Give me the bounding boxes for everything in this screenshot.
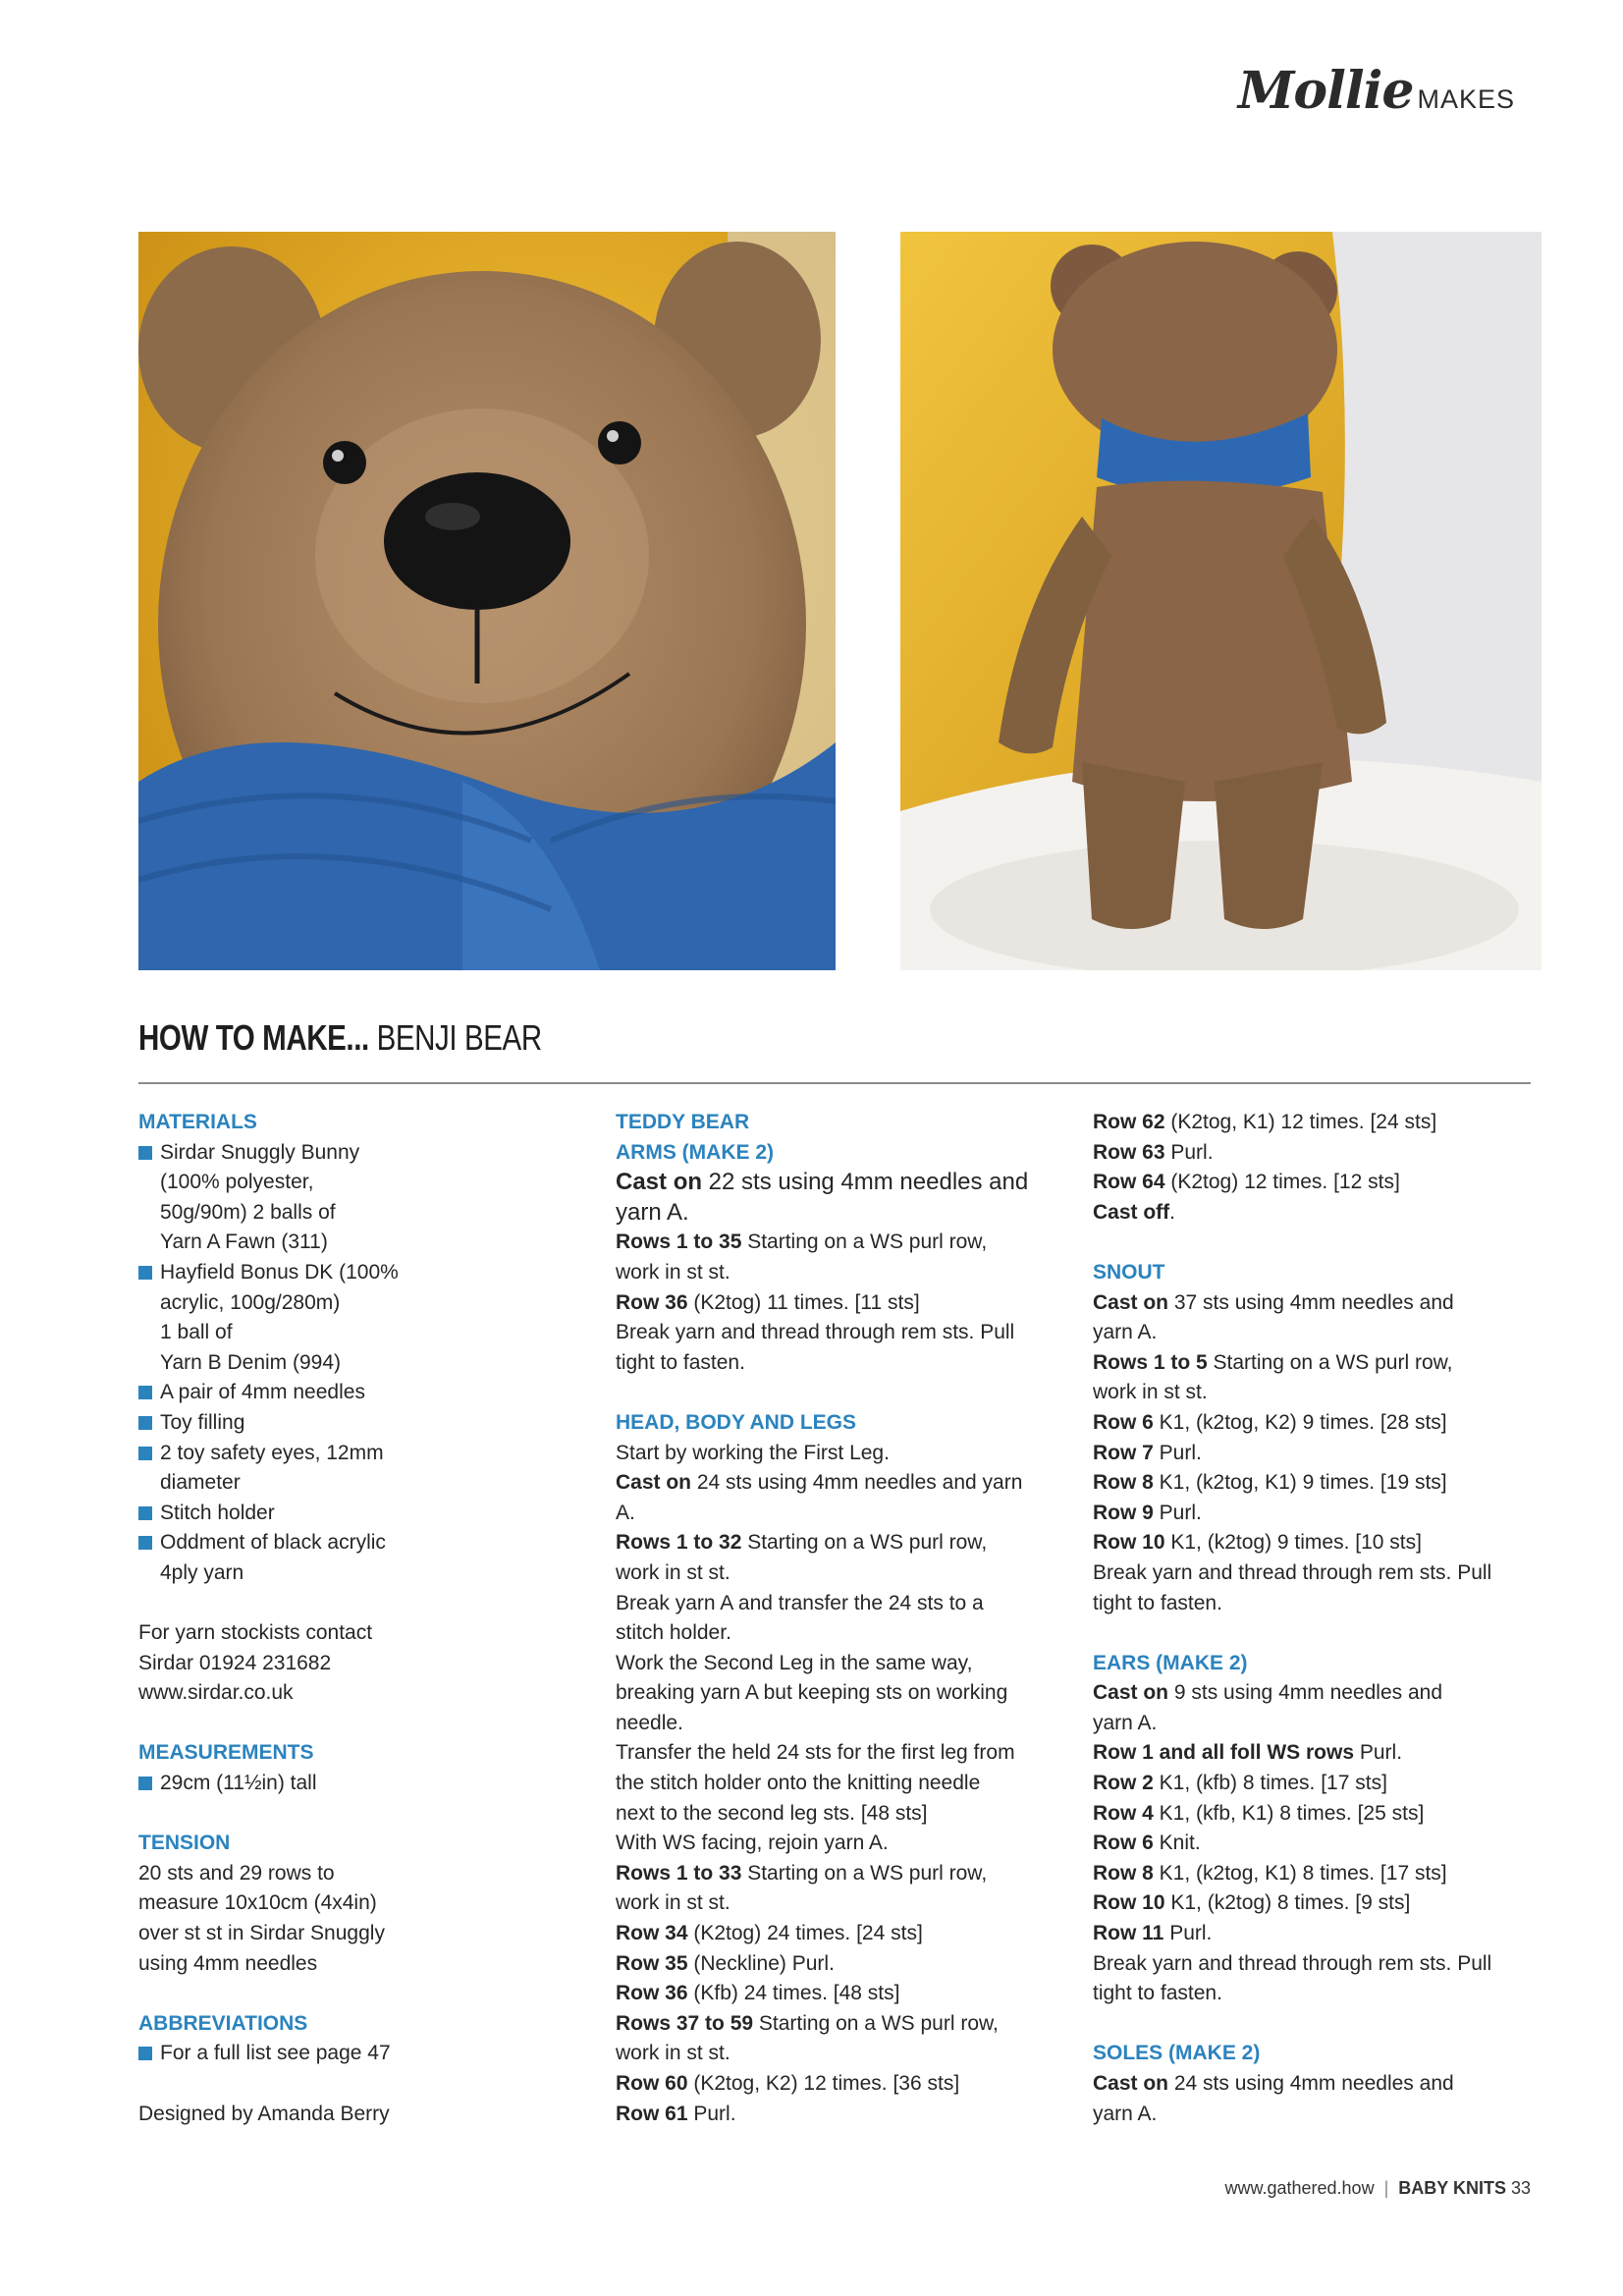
instruction-row xyxy=(616,1859,1067,1889)
instruction-step: Cast on xyxy=(1093,2072,1169,2095)
instruction-step: Row 8 xyxy=(1093,1861,1154,1885)
instruction-row xyxy=(616,1678,1067,1709)
material-line: Stitch holder xyxy=(160,1501,275,1524)
page-heading xyxy=(138,1017,542,1059)
instruction-text: Starting on a WS purl row, xyxy=(741,1531,988,1555)
instruction-step: Row 6 xyxy=(1093,1410,1154,1434)
instruction-row xyxy=(1093,1589,1544,1619)
bear-back-illustration xyxy=(900,232,1542,970)
instruction-text: the stitch holder onto the knitting needle xyxy=(616,1772,981,1795)
instruction-text: tight to fasten. xyxy=(1093,1982,1222,2005)
instruction-text: K1, (k2tog, K2) 9 times. [28 sts] xyxy=(1153,1410,1447,1434)
masthead-logo xyxy=(1238,61,1515,121)
instruction-row xyxy=(616,1769,1067,1799)
instruction-text: Purl. xyxy=(1354,1741,1403,1765)
abbreviations-heading: ABBREVIATIONS xyxy=(138,2011,308,2035)
instruction-row xyxy=(616,1738,1067,1769)
instruction-step: Cast on xyxy=(616,1169,703,1196)
photo-bear-face xyxy=(138,232,836,970)
instruction-row xyxy=(616,1288,1067,1319)
instruction-text: work in st st. xyxy=(616,1560,730,1584)
instruction-step: Row 61 xyxy=(616,2102,688,2125)
instruction-row xyxy=(616,1618,1067,1649)
instruction-row xyxy=(616,1528,1067,1558)
ears-heading: EARS (MAKE 2) xyxy=(1093,1651,1248,1674)
instruction-row xyxy=(1093,1979,1544,2009)
instruction-row xyxy=(1093,1288,1544,1319)
heading-bold: HOW TO MAKE... xyxy=(138,1017,369,1058)
instruction-row xyxy=(1093,1558,1544,1589)
material-item xyxy=(138,1439,433,1499)
instruction-row xyxy=(616,2009,1067,2040)
instruction-step: Row 64 xyxy=(1093,1171,1165,1194)
stockists-text xyxy=(138,1618,433,1709)
instruction-row xyxy=(1093,1499,1544,1529)
snout-instructions xyxy=(1093,1288,1544,1619)
tension-line: measure 10x10cm (4x4in) xyxy=(138,1891,377,1915)
instruction-row xyxy=(616,2039,1067,2069)
instruction-text: Starting on a WS purl row, xyxy=(741,1861,988,1885)
instruction-row xyxy=(1093,1378,1544,1408)
instruction-row xyxy=(1093,1709,1544,1739)
instruction-row xyxy=(616,1829,1067,1859)
instruction-text: Purl. xyxy=(687,2102,736,2125)
instruction-text: Start by working the First Leg. xyxy=(616,1441,890,1464)
head-continued-instructions xyxy=(1093,1108,1544,1228)
instruction-row xyxy=(616,1949,1067,1980)
instruction-row xyxy=(616,1258,1067,1288)
instruction-text: Break yarn and thread through rem sts. Pull xyxy=(616,1321,1015,1344)
materials-heading: MATERIALS xyxy=(138,1111,257,1133)
material-item xyxy=(138,1258,433,1378)
instruction-row xyxy=(1093,2069,1544,2100)
instruction-text: K1, (k2tog, K1) 9 times. [19 sts] xyxy=(1153,1471,1447,1495)
material-item xyxy=(138,1528,433,1588)
material-line: Yarn A Fawn (311) xyxy=(160,1230,328,1254)
instruction-text: (K2tog) 11 times. [11 sts] xyxy=(687,1290,920,1314)
column-teddy-bear xyxy=(616,1108,1067,2129)
instruction-row xyxy=(1093,1769,1544,1799)
material-line: Oddment of black acrylic xyxy=(160,1531,386,1555)
instruction-step: Row 1 and all foll WS rows xyxy=(1093,1741,1355,1765)
instruction-step: Row 2 xyxy=(1093,1772,1154,1795)
instruction-text: Break yarn and thread through rem sts. Pull xyxy=(1093,1560,1492,1584)
instruction-text: Break yarn A and transfer the 24 sts to a xyxy=(616,1591,984,1614)
instruction-row xyxy=(616,1499,1067,1529)
arms-heading: ARMS (MAKE 2) xyxy=(616,1140,774,1164)
logo-word: MAKES xyxy=(1417,84,1515,114)
instruction-step: Rows 37 to 59 xyxy=(616,2011,754,2035)
instruction-step: Rows 1 to 35 xyxy=(616,1230,742,1254)
material-item xyxy=(138,1408,433,1439)
instruction-text: Work the Second Leg in the same way, xyxy=(616,1651,973,1674)
material-line: acrylic, 100g/280m) xyxy=(160,1290,341,1314)
instruction-step: Row 10 xyxy=(1093,1891,1165,1915)
measurements-heading: MEASUREMENTS xyxy=(138,1741,314,1765)
stockist-line: www.sirdar.co.uk xyxy=(138,1681,294,1705)
instruction-step: Cast off xyxy=(1093,1200,1170,1224)
instruction-row xyxy=(616,1709,1067,1739)
tension-line: using 4mm needles xyxy=(138,1951,318,1975)
instruction-row xyxy=(616,1888,1067,1919)
materials-list xyxy=(138,1138,433,1589)
instruction-step: Cast on xyxy=(616,1471,692,1495)
instruction-row xyxy=(1093,1528,1544,1558)
instruction-text: 22 sts using 4mm needles and xyxy=(702,1169,1029,1196)
instruction-text: stitch holder. xyxy=(616,1621,731,1645)
material-line: 1 ball of xyxy=(160,1321,233,1344)
tension-heading: TENSION xyxy=(138,1831,231,1855)
instruction-step: Rows 1 to 5 xyxy=(1093,1350,1208,1374)
page-number: 33 xyxy=(1510,2178,1531,2198)
instruction-text: K1, (kfb, K1) 8 times. [25 sts] xyxy=(1153,1801,1425,1825)
teddy-bear-heading: TEDDY BEAR xyxy=(616,1111,750,1133)
instruction-text: tight to fasten. xyxy=(616,1350,745,1374)
instruction-step: Row 34 xyxy=(616,1922,688,1945)
stockist-line: Sirdar 01924 231682 xyxy=(138,1651,332,1674)
snout-heading: SNOUT xyxy=(1093,1260,1165,1284)
page-footer xyxy=(1224,2178,1531,2199)
instruction-row xyxy=(616,1198,1067,1229)
instruction-row xyxy=(1093,1348,1544,1379)
instruction-step: Row 10 xyxy=(1093,1531,1165,1555)
instruction-text: K1, (k2tog) 9 times. [10 sts] xyxy=(1164,1531,1422,1555)
instruction-step: Row 8 xyxy=(1093,1471,1154,1495)
instruction-row xyxy=(1093,1408,1544,1439)
instruction-text: Purl. xyxy=(1153,1501,1202,1524)
instruction-row xyxy=(616,1558,1067,1589)
designer-credit: Designed by Amanda Berry xyxy=(138,2102,390,2125)
stockist-line: For yarn stockists contact xyxy=(138,1621,373,1645)
tension-line: over st st in Sirdar Snuggly xyxy=(138,1922,385,1945)
material-line: Yarn B Denim (994) xyxy=(160,1350,342,1374)
material-line: Sirdar Snuggly Bunny xyxy=(160,1140,360,1164)
tension-text xyxy=(138,1859,433,1979)
instruction-step: Row 11 xyxy=(1093,1922,1164,1945)
ears-instructions xyxy=(1093,1678,1544,2009)
instruction-text: Break yarn and thread through rem sts. Pull xyxy=(1093,1951,1492,1975)
instruction-step: Row 36 xyxy=(616,1290,688,1314)
instruction-text: Starting on a WS purl row, xyxy=(1207,1350,1453,1374)
instruction-step: Rows 1 to 32 xyxy=(616,1531,742,1555)
arms-instructions xyxy=(616,1168,1067,1378)
instruction-text: A. xyxy=(616,1501,635,1524)
instruction-text: work in st st. xyxy=(1093,1381,1208,1404)
instruction-text: (Kfb) 24 times. [48 sts] xyxy=(687,1982,900,2005)
instruction-text: tight to fasten. xyxy=(1093,1591,1222,1614)
instruction-text: Starting on a WS purl row, xyxy=(741,1230,988,1254)
instruction-step: Row 36 xyxy=(616,1982,688,2005)
instruction-text: K1, (k2tog, K1) 8 times. [17 sts] xyxy=(1153,1861,1447,1885)
footer-url[interactable]: www.gathered.how xyxy=(1224,2178,1375,2198)
material-line: Toy filling xyxy=(160,1410,245,1434)
instruction-row xyxy=(1093,1888,1544,1919)
material-line: 2 toy safety eyes, 12mm xyxy=(160,1441,384,1464)
instruction-text: . xyxy=(1169,1200,1176,1224)
instruction-row xyxy=(1093,1138,1544,1169)
material-line: (100% polyester, xyxy=(160,1171,314,1194)
instruction-row xyxy=(1093,1919,1544,1949)
instruction-text: 9 sts using 4mm needles and xyxy=(1168,1681,1443,1705)
instruction-row xyxy=(1093,1439,1544,1469)
instruction-row xyxy=(1093,1829,1544,1859)
instruction-text: Purl. xyxy=(1163,1922,1213,1945)
material-item xyxy=(138,1378,433,1408)
instruction-row xyxy=(1093,1678,1544,1709)
instruction-text: Purl. xyxy=(1153,1441,1202,1464)
instruction-text: (K2tog) 12 times. [12 sts] xyxy=(1164,1171,1400,1194)
material-line: A pair of 4mm needles xyxy=(160,1381,365,1404)
head-body-legs-heading: HEAD, BODY AND LEGS xyxy=(616,1410,857,1434)
instruction-text: (K2tog) 24 times. [24 sts] xyxy=(687,1922,923,1945)
instruction-step: Row 4 xyxy=(1093,1801,1154,1825)
material-item xyxy=(138,1138,433,1258)
instruction-row xyxy=(616,1979,1067,2009)
instruction-row xyxy=(616,1589,1067,1619)
material-line: Hayfield Bonus DK (100% xyxy=(160,1260,399,1284)
bear-face-illustration xyxy=(138,232,836,970)
instruction-row xyxy=(1093,2100,1544,2130)
abbreviations-item: For a full list see page 47 xyxy=(138,2039,433,2069)
logo-script: Mollie xyxy=(1237,61,1414,121)
instruction-step: Row 7 xyxy=(1093,1441,1154,1464)
instruction-text: (K2tog, K2) 12 times. [36 sts] xyxy=(687,2072,960,2095)
material-line: 50g/90m) 2 balls of xyxy=(160,1200,336,1224)
instruction-step: Row 6 xyxy=(1093,1831,1154,1855)
instruction-row xyxy=(616,1348,1067,1379)
instruction-text: breaking yarn A but keeping sts on working xyxy=(616,1681,1008,1705)
instruction-row xyxy=(616,1649,1067,1679)
instruction-text: yarn A. xyxy=(616,1198,689,1226)
instruction-text: work in st st. xyxy=(616,1260,730,1284)
instruction-row xyxy=(1093,1108,1544,1138)
instruction-text: 24 sts using 4mm needles and xyxy=(1168,2072,1454,2095)
instruction-text: needle. xyxy=(616,1711,683,1734)
instruction-row xyxy=(616,1439,1067,1469)
instruction-row xyxy=(1093,1168,1544,1198)
instruction-row xyxy=(1093,1198,1544,1229)
head-body-legs-instructions xyxy=(616,1439,1067,2130)
instruction-text: yarn A. xyxy=(1093,1321,1158,1344)
instruction-step: Row 63 xyxy=(1093,1140,1165,1164)
instruction-text: With WS facing, rejoin yarn A. xyxy=(616,1831,889,1855)
instruction-row xyxy=(616,1799,1067,1830)
instruction-step: Rows 1 to 33 xyxy=(616,1861,742,1885)
instruction-text: Knit. xyxy=(1153,1831,1201,1855)
footer-separator: | xyxy=(1383,2178,1389,2198)
material-line: 4ply yarn xyxy=(160,1560,244,1584)
instruction-step: Row 62 xyxy=(1093,1111,1165,1133)
instruction-row xyxy=(1093,1318,1544,1348)
instruction-step: Cast on xyxy=(1093,1290,1169,1314)
measurements-item: 29cm (11½in) tall xyxy=(138,1769,433,1799)
soles-heading: SOLES (MAKE 2) xyxy=(1093,2042,1261,2065)
instruction-text: Purl. xyxy=(1164,1140,1214,1164)
material-line: diameter xyxy=(160,1471,241,1495)
instruction-row xyxy=(616,1318,1067,1348)
instruction-row xyxy=(616,2100,1067,2130)
photo-bear-back xyxy=(900,232,1542,970)
instruction-row xyxy=(616,1168,1067,1198)
instruction-text: work in st st. xyxy=(616,2042,730,2065)
instruction-row xyxy=(1093,1738,1544,1769)
soles-instructions xyxy=(1093,2069,1544,2129)
tension-line: 20 sts and 29 rows to xyxy=(138,1861,335,1885)
instruction-text: Transfer the held 24 sts for the first leg from xyxy=(616,1741,1015,1765)
instruction-text: work in st st. xyxy=(616,1891,730,1915)
instruction-row xyxy=(616,1468,1067,1499)
instruction-text: K1, (kfb) 8 times. [17 sts] xyxy=(1153,1772,1387,1795)
instruction-text: Starting on a WS purl row, xyxy=(753,2011,999,2035)
instruction-text: 24 sts using 4mm needles and yarn xyxy=(691,1471,1023,1495)
instruction-row xyxy=(616,1228,1067,1258)
instruction-row xyxy=(1093,1799,1544,1830)
instruction-step: Cast on xyxy=(1093,1681,1169,1705)
instruction-text: K1, (k2tog) 8 times. [9 sts] xyxy=(1164,1891,1411,1915)
instruction-step: Row 35 xyxy=(616,1951,688,1975)
instruction-text: yarn A. xyxy=(1093,2102,1158,2125)
instruction-step: Row 9 xyxy=(1093,1501,1154,1524)
instruction-text: (Neckline) Purl. xyxy=(687,1951,835,1975)
instruction-text: yarn A. xyxy=(1093,1711,1158,1734)
instruction-text: 37 sts using 4mm needles and xyxy=(1168,1290,1454,1314)
instruction-text: (K2tog, K1) 12 times. [24 sts] xyxy=(1164,1111,1437,1133)
instruction-row xyxy=(1093,1949,1544,1980)
heading-light: BENJI BEAR xyxy=(368,1017,542,1058)
material-item xyxy=(138,1499,433,1529)
instruction-row xyxy=(616,2069,1067,2100)
heading-rule xyxy=(138,1082,1531,1084)
column-materials xyxy=(138,1108,433,2129)
instruction-step: Row 60 xyxy=(616,2072,688,2095)
footer-section: BABY KNITS xyxy=(1398,2178,1506,2198)
instruction-text: next to the second leg sts. [48 sts] xyxy=(616,1801,928,1825)
column-snout-ears-soles xyxy=(1093,1108,1544,2129)
instruction-row xyxy=(1093,1859,1544,1889)
instruction-row xyxy=(1093,1468,1544,1499)
instruction-row xyxy=(616,1919,1067,1949)
